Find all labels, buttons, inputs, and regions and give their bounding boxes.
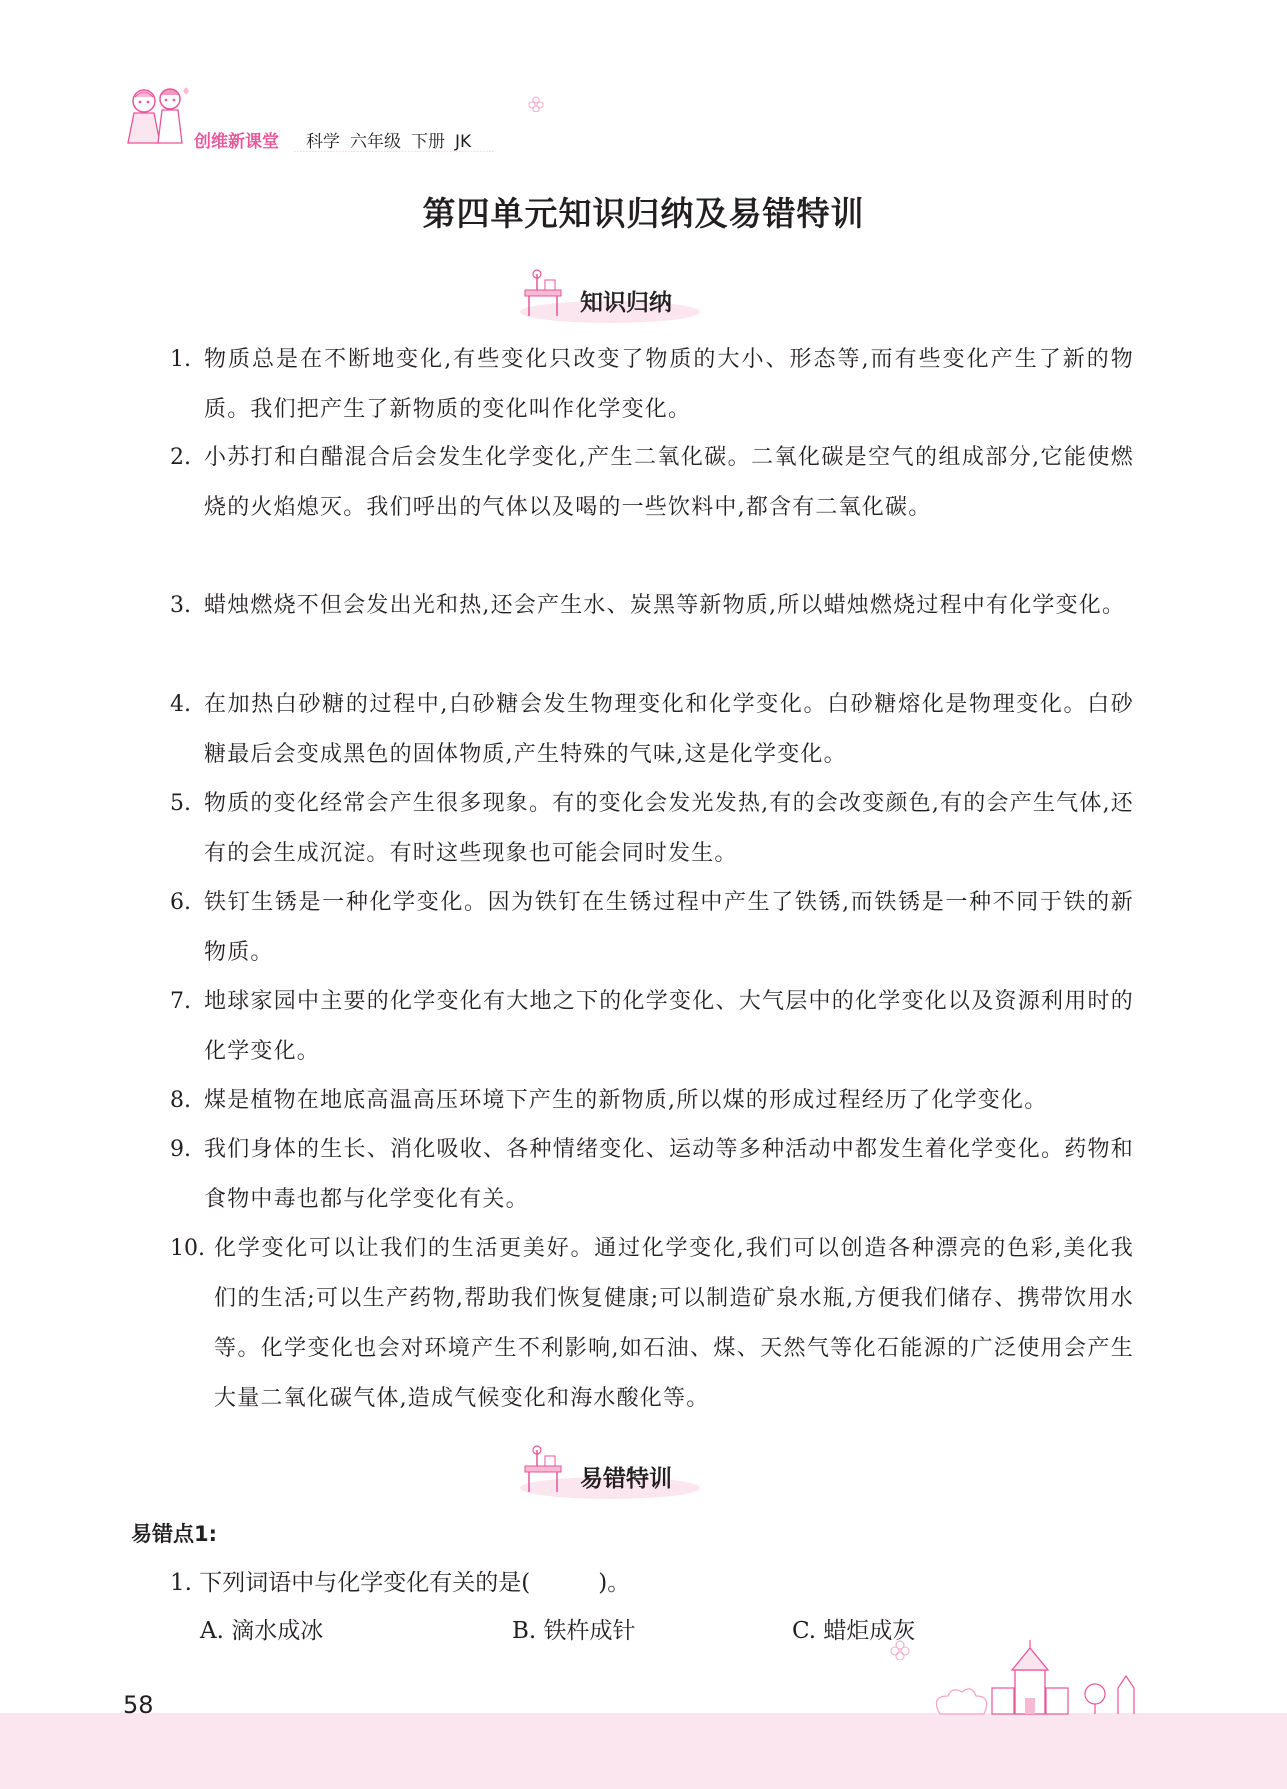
footer-band	[0, 1713, 1287, 1789]
item-text: 我们身体的生长、消化吸收、各种情绪变化、运动等多种活动中都发生着化学变化。药物和食物中毒也都与化学变化有关。	[204, 1137, 1134, 1212]
item-number: 9.	[170, 1137, 191, 1162]
course-info	[306, 127, 481, 152]
option-b[interactable]: B. 铁杵成针	[512, 1618, 636, 1644]
item-number: 4.	[170, 692, 191, 717]
castle-icon	[880, 1640, 1170, 1720]
grade-label: 六年级	[350, 132, 401, 152]
item-text: 煤是植物在地底高温高压环境下产生的新物质,所以煤的形成过程经历了化学变化。	[204, 1088, 1048, 1113]
item-text: 地球家园中主要的化学变化有大地之下的化学变化、大气层中的化学变化以及资源利用时的化学变化。	[204, 989, 1134, 1064]
flower-icon	[528, 96, 544, 112]
question-stem-end: )。	[598, 1570, 631, 1596]
item-number: 3.	[170, 593, 191, 618]
page-title: 第四单元知识归纳及易错特训	[422, 194, 865, 233]
item-number: 1.	[170, 347, 191, 372]
question-number: 1.	[170, 1570, 192, 1596]
item-number: 2.	[170, 445, 191, 470]
item-number: 8.	[170, 1088, 191, 1113]
option-c[interactable]: C. 蜡炬成灰	[792, 1618, 916, 1644]
section-mistakes-label: 易错特训	[580, 1466, 672, 1492]
page-number: 58	[123, 1691, 154, 1719]
section-knowledge-header	[0, 268, 1287, 328]
kids-mascot-icon	[118, 85, 204, 155]
flower-icon	[890, 1640, 910, 1660]
header-divider	[194, 151, 594, 152]
option-a[interactable]: A. 滴水成冰	[200, 1618, 324, 1644]
section-knowledge-label: 知识归纳	[580, 290, 672, 316]
question	[170, 1564, 630, 1597]
item-text: 物质总是在不断地变化,有些变化只改变了物质的大小、形态等,而有些变化产生了新的物质。我们把产生了新物质的变化叫作化学变化。	[204, 347, 1134, 422]
item-number: 10.	[170, 1236, 205, 1261]
subject-label: 科学	[306, 132, 340, 152]
item-number: 7.	[170, 989, 191, 1014]
edition-label: JK	[455, 132, 472, 152]
question-stem: 下列词语中与化学变化有关的是(	[199, 1570, 531, 1596]
item-text: 物质的变化经常会产生很多现象。有的变化会发光发热,有的会改变颜色,有的会产生气体,还有的会生成沉淀。有时这些现象也可能会同时发生。	[204, 791, 1134, 866]
item-number: 5.	[170, 791, 191, 816]
item-text: 在加热白砂糖的过程中,白砂糖会发生物理变化和化学变化。白砂糖熔化是物理变化。白砂糖最后会变成黑色的固体物质,产生特殊的气味,这是化学变化。	[204, 692, 1134, 767]
item-text: 蜡烛燃烧不但会发出光和热,还会产生水、炭黑等新物质,所以蜡烛燃烧过程中有化学变化。	[204, 593, 1126, 618]
item-text: 小苏打和白醋混合后会发生化学变化,产生二氧化碳。二氧化碳是空气的组成部分,它能使燃烧的火焰熄灭。我们呼出的气体以及喝的一些饮料中,都含有二氧化碳。	[204, 445, 1134, 520]
item-text: 化学变化可以让我们的生活更美好。通过化学变化,我们可以创造各种漂亮的色彩,美化我们的生活;可以生产药物,帮助我们恢复健康;可以制造矿泉水瓶,方便我们储存、携带饮用水等。化学变化也会对环境产生不利影响,如石油、煤、天然气等化石能源的广泛使用会产生大量二氧化碳气体,造成气候变化和海水酸化等。	[214, 1236, 1134, 1411]
section-mistakes-header	[0, 1444, 1287, 1504]
brand-name: 创维新课堂	[194, 132, 279, 152]
item-text: 铁钉生锈是一种化学变化。因为铁钉在生锈过程中产生了铁锈,而铁锈是一种不同于铁的新物质。	[204, 890, 1134, 965]
mistake-point-label: 易错点1:	[131, 1522, 218, 1546]
item-number: 6.	[170, 890, 191, 915]
volume-label: 下册	[411, 132, 445, 152]
